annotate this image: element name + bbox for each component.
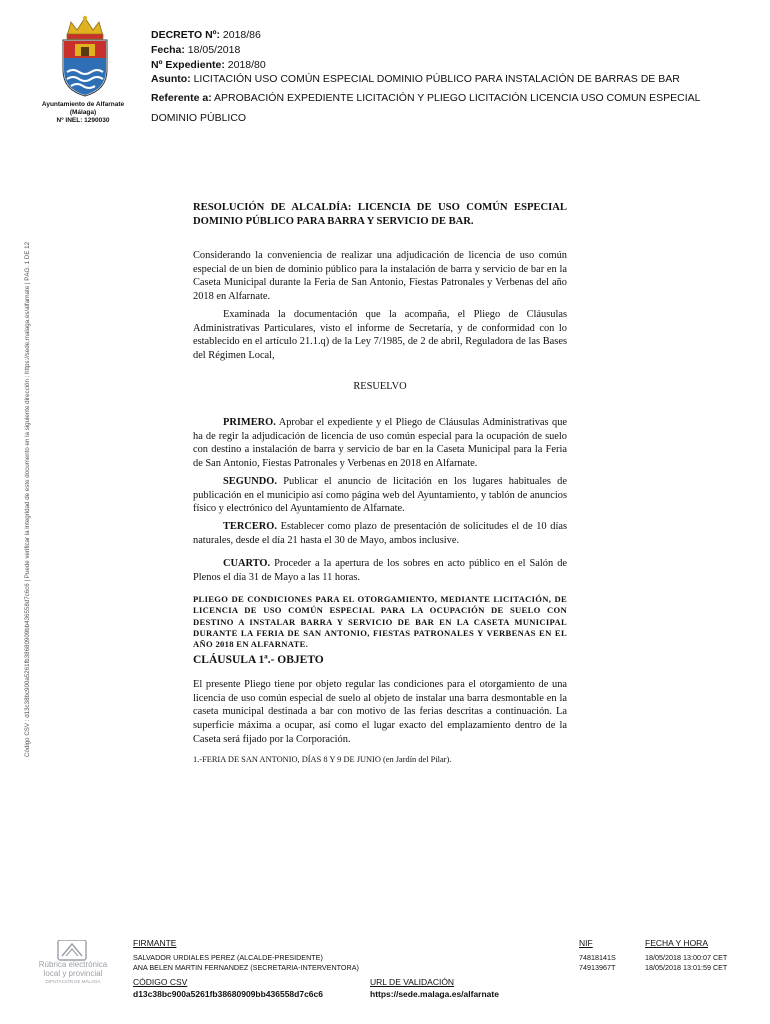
paragraph-examinada: Examinada la documentación que la acompaña, el Pliego de Cláusulas Administrativas Particulares, visto el informe de Secretaría, y de conformidad con lo establecido en el artículo 21.1.q) de la Ley 7/1985, de 2 de abril, Reguladora de las Bases del Régimen Local, [193,309,567,362]
resuelvo-heading: RESUELVO [353,381,407,392]
tercero-label: TERCERO. [223,521,277,532]
item-primero [193,416,567,471]
cuarto-label: CUARTO. [223,558,271,569]
seal-line-2: local y provincial [43,968,103,978]
paragraph-considerando: Considerando la conveniencia de realizar una adjudicación de licencia de uso común especial de un bien de dominio público para la instalación de barra y servicio de bar en la Caseta Municipal durante la Feria de San Antonio, Fiestas Patronales y Verbenas del año 2018 en Alfarnate. [193,250,567,303]
primero-text: Aprobar el expediente y el Pliego de Cláusulas Administrativas que ha de regir la adjudicación de licencia de uso común especial para la ocupación de suelo con destino a instalación de barra y servicio de bar en la Caseta Municipal para la Feria de San Antonio, Fiestas Patronales y Verbenas en 2018 en Alfarnate. [193,417,567,470]
csv-label: CÓDIGO CSV [133,977,188,987]
referente-row-cont: DOMINIO PÚBLICO [151,111,247,124]
decree-header [151,28,711,126]
segundo-label: SEGUNDO. [223,476,277,487]
fecha-value: 18/05/2018 [187,43,241,56]
seal-line-1: Rúbrica electrónica [38,960,108,969]
firmante-label: FIRMANTE [133,938,177,948]
tercero-text: Establecer como plazo de presentación de solicitudes el de 10 días naturales, desde el día 21 hasta el 30 de Mayo, ambos inclusive. [193,521,567,546]
council-inel: Nº INEL: 1290030 [56,117,110,124]
council-name: Ayuntamiento de Alfarnate [41,101,125,108]
csv-value: d13c38bc900a5261fb38680909bb436558d7c6c6 [133,989,323,999]
clausula-text: El presente Pliego tiene por objeto regular las condiciones para el otorgamiento de una licencia de uso común especial de suelo al objeto de instalar una barra desmontable en la caseta municipal destinada a bar con motivo de las ferias descritas a continuación. La superficie máxima a ocupar, así como el lugar exacto del emplazamiento dentro de la Caseta será fijado por la Corporación. [193,679,567,745]
seal-caption [30,961,116,985]
signer-datetime: 18/05/2018 13:00:07 CET [645,953,728,962]
url-label: URL DE VALIDACIÓN [370,977,455,987]
cuarto-text: Proceder a la apertura de los sobres en acto público en el Salón de Plenos el día 31 de Mayo a las 11 horas. [193,558,567,583]
signer-name: SALVADOR URDIALES PEREZ (ALCALDE-PRESIDENTE) [133,953,323,962]
signer-nif: 74818141S [579,953,616,962]
council-identity [28,101,138,125]
signer-name: ANA BELEN MARTIN FERNANDEZ (SECRETARIA-INTERVENTORA) [133,963,359,972]
signer-nif: 74913967T [579,963,616,972]
referente-value: APROBACIÓN EXPEDIENTE LICITACIÓN Y PLIEGO LICITACIÓN LICENCIA USO COMUN ESPECIAL [214,92,701,105]
fecha-label: Fecha: [151,43,185,56]
clausula-heading: CLÁUSULA 1ª.- OBJETO [193,654,324,666]
expediente-value: 2018/80 [227,58,266,71]
pliego-heading: PLIEGO DE CONDICIONES PARA EL OTORGAMIENTO, MEDIANTE LICITACIÓN, DE LICENCIA DE USO COMÚN ESPECIAL PARA LA OCUPACIÓN DE SUELO CON DESTINO A INSTALAR BARRA Y SERVICIO DE BAR EN LA CASETA MUNICIPAL DURANTE LA FERIA DE SAN ANTONIO, FIESTAS PATRONALES Y VERBENAS EN EL AÑO 2018 EN ALFARNATE. [193,594,567,650]
asunto-row [151,72,711,87]
asunto-value: LICITACIÓN USO COMÚN ESPECIAL DOMINIO PÚBLICO PARA INSTALACIÓN DE BARRAS DE BAR [193,73,680,86]
item-cuarto [193,557,567,584]
decreto-label: DECRETO Nº: [151,29,220,41]
asunto-label: Asunto: [151,73,191,86]
nif-label: NIF [579,938,593,948]
fecha-row [151,43,711,58]
item-tercero [193,520,567,547]
url-link[interactable]: https://sede.malaga.es/alfarnate [370,989,499,999]
expediente-label: Nº Expediente: [151,58,225,71]
primero-label: PRIMERO. [223,417,276,428]
expediente-row [151,58,711,73]
signer-datetime: 18/05/2018 13:01:59 CET [645,963,728,972]
referente-label: Referente a: [151,92,212,105]
decreto-value: 2018/86 [222,29,261,41]
referente-row [151,91,711,106]
council-province: (Málaga) [69,109,97,116]
seal-line-3: DIPUTACIÓN DE MÁLAGA [45,978,101,984]
item-segundo [193,475,567,516]
fecha-hora-label: FECHA Y HORA [645,938,708,948]
segundo-text: Publicar el anuncio de licitación en los lugares habituales de publicación en el municipio así como página web del Ayuntamiento, y tablón de anuncios físico y electrónico del Ayuntamiento de Alfarnate. [193,476,567,515]
coat-of-arms-logo [55,14,115,100]
resolution-title: RESOLUCIÓN DE ALCALDÍA: LICENCIA DE USO COMÚN ESPECIAL DOMINIO PÚBLICO PARA BARRA Y SERVICIO DE BAR. [193,202,567,227]
feria-line: 1.-FERIA DE SAN ANTONIO, DÍAS 8 Y 9 DE JUNIO (en Jardín del Pilar). [193,755,452,764]
csv-margin-text: Código CSV : d13c38bc900a5261fb38680909bb436558d7c6c6 | Puede verificar la integridad de este documento en la siguiente dirección : https://sede.malaga.es/alfarnate | PÁG. 1 DE 12 [24,241,31,757]
decreto-row [151,28,711,43]
